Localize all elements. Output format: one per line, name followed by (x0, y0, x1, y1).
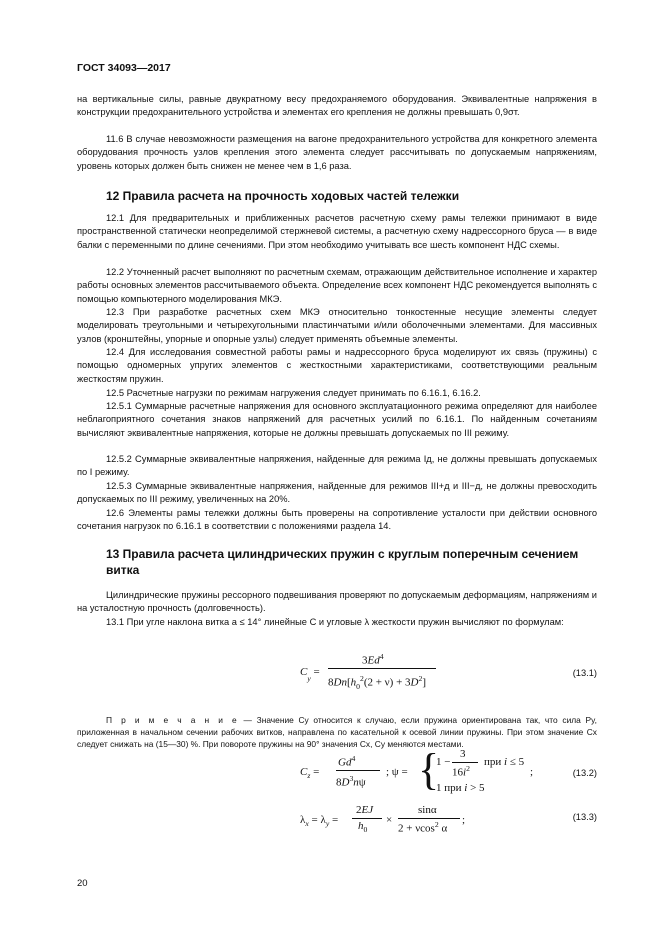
paragraph-11-6: 11.6 В случае невозможности размещения на вагоне предохранительного устройства для конкретного элемента оборудования прочность узлов крепления этого элемента следует рассчитывать по допускаемым напряжениям, уровень которых должен быть снижен не менее чем в 1,6 раза. (77, 134, 597, 171)
paragraph-12-5: 12.5 Расчетные нагрузки по режимам нагружения следует принимать по 6.16.1, 6.16.2. (106, 388, 481, 398)
paragraph-12-4: 12.4 Для исследования совместной работы рамы и надрессорного бруса моделируют их связь (пружины) с помощью одномерных упругих элементов с жесткостными характеристиками, соответствующими реальным жесткостям пружин. (77, 347, 597, 384)
section-13-heading: 13 Правила расчета цилиндрических пружин с круглым поперечным сечением витка (106, 547, 579, 577)
equation-number-13-2: (13.2) (572, 768, 597, 778)
equation-13-3: $\lambda_x = \lambda_y$ = 2EJ $h_0$ × sinα 2 + νcos$^2$ α ; (300, 804, 466, 835)
paragraph-top: на вертикальные силы, равные двукратному весу предохраняемого оборудования. Эквивалентные напряжения в конструкции предохранительного устройства и элементах его крепления не должны превышать 0,9σт. (77, 94, 597, 118)
paragraph-12-1: 12.1 Для предварительных и приближенных расчетов расчетную схему рамы тележки принимают в виде пространственной статически неопределимой стержневой системы, а расчетную схему надрессорного бруса — в виде балки с переменными по длине сечениями. При этом необходимо учитывать все шесть компонент НДС схемы. (77, 213, 597, 250)
paragraph-12-6: 12.6 Элементы рамы тележки должны быть проверены на сопротивление усталости при действии основного сочетания нагрузок по 6.16.1 в соответствии с положениями раздела 14. (77, 508, 597, 532)
paragraph-13-1: 13.1 При угле наклона витка a ≤ 14° линейные C и угловые λ жесткости пружин вычисляют по формулам: (106, 617, 564, 627)
note-label: П р и м е ч а н и е (106, 715, 239, 725)
equation-number-13-1: (13.1) (572, 668, 597, 678)
equation-13-2: $C_z$ = $Gd^4$ $8D^3n\psi$ ; ψ = { 1 − 3 $16i^2$ при i ≤ 5 1 при i > 5 ; (300, 745, 534, 794)
paragraph-12-5-1: 12.5.1 Суммарные расчетные напряжения для основного эксплуатационного режима определяют для наиболее неблагоприятного сочетания знаков напряжений для расчетных усилий по 6.16.1. По найденным сочетаниям вычисляют эквивалентные напряжения, которые не должны превышать допускаемых по III режиму. (77, 401, 597, 438)
paragraph-12-2: 12.2 Уточненный расчет выполняют по расчетным схемам, отражающим действительное исполнение и характер работы основных элементов рассчитываемого объекта. Определение всех компонент НДС рекомендуется выполнять с помощью компьютерного моделирования МКЭ. (77, 267, 597, 304)
equation-13-1: $C_y$ = $3Ed^4$ $8Dn[h_0^2(2 + \nu) + 3D^2]$ (300, 652, 420, 700)
section-12-heading: 12 Правила расчета на прочность ходовых частей тележки (106, 189, 460, 203)
paragraph-12-5-2: 12.5.2 Суммарные эквивалентные напряжения, найденные для режима Iд, не должны превышать допускаемых по I режиму. (77, 454, 597, 478)
standard-designation: ГОСТ 34093—2017 (77, 62, 171, 74)
note-text: — Значение Cy относится к случаю, если пружина ориентирована так, что сила Py, приложенная в начальном сечении рабочих витков, направлена по касательной к осевой линии пружины. При этом значение Cx следует снижать на (15—30) %. При повороте пружины на 90° значения Cx, Cy меняются местами. (77, 715, 597, 749)
paragraph-12-3: 12.3 При разработке расчетных схем МКЭ относительно тонкостенные несущие элементы следует моделировать треугольными и четырехугольными пластинчатыми и/или оболочечными элементами. Для массивных узлов (кронштейны, упорные и опорные узлы) следует применять объемные элементы. (77, 307, 597, 344)
paragraph-13-intro: Цилиндрические пружины рессорного подвешивания проверяют по допускаемым деформациям, напряжениям и на усталостную прочность (долговечность). (77, 590, 597, 614)
note (77, 714, 597, 750)
page-number: 20 (77, 878, 88, 889)
equation-number-13-3: (13.3) (572, 812, 597, 822)
paragraph-12-5-3: 12.5.3 Суммарные эквивалентные напряжения, найденные для режимов III+д и III−д, не должны превосходить допускаемых по III режиму, увеличенных на 20%. (77, 481, 597, 505)
